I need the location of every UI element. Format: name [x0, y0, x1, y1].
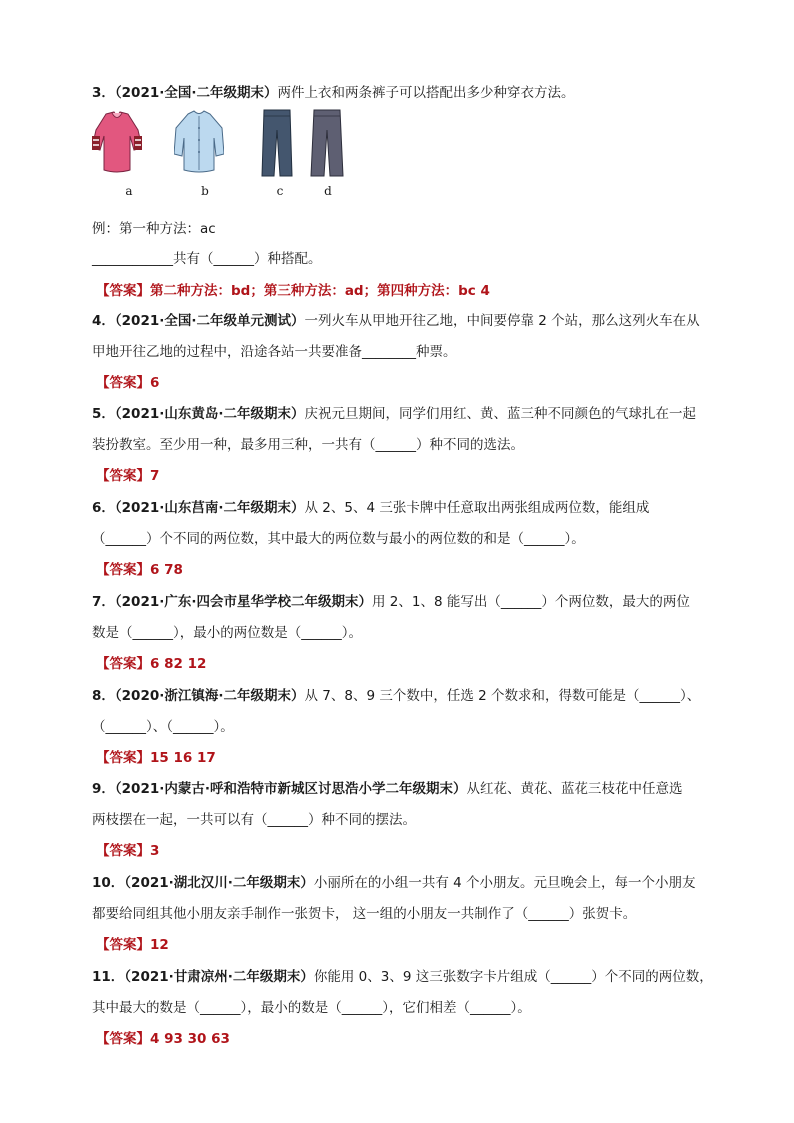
answer-tag: 【答案】 — [96, 562, 150, 578]
answer-tag: 【答案】 — [96, 468, 150, 484]
q3-blank-line: ____________共有（______）种搭配。 — [92, 251, 322, 267]
answer-tag: 【答案】 — [96, 843, 150, 859]
q9-line2: 两枝摆在一起，一共可以有（______）种不同的摆法。 — [92, 812, 416, 828]
answer-tag: 【答案】 — [96, 375, 150, 391]
q11-number: 11． — [92, 969, 125, 985]
answer-tag: 【答案】 — [96, 283, 150, 299]
q8-answer — [96, 749, 216, 767]
q6-line2: （______）个不同的两位数，其中最大的两位数与最小的两位数的和是（______）。 — [92, 531, 585, 547]
q7-line2: 数是（______），最小的两位数是（______）。 — [92, 625, 362, 641]
answer-tag: 【答案】 — [96, 1031, 150, 1047]
q4-source: （2021·全国·二年级单元测试） — [114, 313, 305, 329]
q5-line2: 装扮教室。至少用一种，最多用三种，一共有（______）种不同的选法。 — [92, 437, 524, 453]
dark-jeans-icon — [252, 108, 302, 178]
q9-source: （2021·内蒙古·呼和浩特市新城区讨思浩小学二年级期末） — [114, 781, 467, 797]
q3-source: （2021·全国·二年级期末） — [114, 85, 278, 101]
answer-value: 3 — [150, 843, 160, 859]
q6-text1: 从 2、5、4 三张卡牌中任意取出两张组成两位数，能组成 — [304, 500, 650, 516]
q10-answer — [96, 936, 169, 954]
q11-line2: 其中最大的数是（______），最小的数是（______），它们相差（______）。 — [92, 1000, 531, 1016]
q4-number: 4． — [92, 313, 115, 329]
q5-line1 — [92, 405, 696, 423]
q4-line2: 甲地开往乙地的过程中，沿途各站一共要准备________种票。 — [92, 344, 457, 360]
gray-trousers-icon — [302, 108, 352, 178]
q7-answer — [96, 655, 206, 673]
answer-value: 6 82 12 — [150, 656, 207, 672]
clothes-figure — [92, 108, 352, 203]
answer-value: 12 — [150, 937, 169, 953]
q3-text: 两件上衣和两条裤子可以搭配出多少种穿衣方法。 — [277, 85, 575, 101]
answer-value: 6 — [150, 375, 160, 391]
label-d: d — [324, 184, 332, 198]
q10-source: （2021·湖北汉川·二年级期末） — [124, 875, 314, 891]
q11-text1: 你能用 0、3、9 这三张数字卡片组成（______）个不同的两位数， — [313, 969, 713, 985]
q9-line1 — [92, 780, 683, 798]
q3-example: 例：第一种方法：ac — [92, 221, 216, 237]
q3-number: 3． — [92, 85, 115, 101]
q4-answer — [96, 374, 159, 392]
q9-number: 9． — [92, 781, 115, 797]
q4-line1 — [92, 312, 700, 330]
pink-sweater-icon — [92, 108, 142, 178]
label-a: a — [125, 184, 133, 198]
q8-line2: （______）、（______）。 — [92, 719, 234, 735]
q7-line1 — [92, 593, 690, 611]
label-c: c — [276, 184, 284, 198]
answer-tag: 【答案】 — [96, 750, 150, 766]
q6-number: 6． — [92, 500, 115, 516]
q9-text1: 从红花、黄花、蓝花三枝花中任意选 — [466, 781, 683, 797]
q9-answer — [96, 842, 159, 860]
q5-number: 5． — [92, 406, 115, 422]
q7-text1: 用 2、1、8 能写出（______）个两位数，最大的两位 — [372, 594, 690, 610]
q10-line2: 都要给同组其他小朋友亲手制作一张贺卡， 这一组的小朋友一共制作了（______）张贺卡。 — [92, 906, 637, 922]
q11-answer — [96, 1030, 230, 1048]
q3-answer — [96, 282, 490, 300]
q4-text1: 一列火车从甲地开往乙地，中间要停靠 2 个站，那么这列火车在从 — [304, 313, 700, 329]
q5-answer — [96, 467, 159, 485]
q8-source: （2020·浙江镇海·二年级期末） — [114, 688, 305, 704]
q7-number: 7． — [92, 594, 115, 610]
q11-line1 — [92, 968, 713, 986]
q6-line1 — [92, 499, 649, 517]
q6-source: （2021·山东莒南·二年级期末） — [114, 500, 305, 516]
blue-shirt-icon — [174, 108, 224, 178]
label-b: b — [201, 184, 209, 198]
q5-source: （2021·山东黄岛·二年级期末） — [114, 406, 305, 422]
answer-tag: 【答案】 — [96, 656, 150, 672]
q5-text1: 庆祝元旦期间，同学们用红、黄、蓝三种不同颜色的气球扎在一起 — [304, 406, 696, 422]
q8-line1 — [92, 687, 700, 705]
q10-text1: 小丽所在的小组一共有 4 个小朋友。元旦晚会上，每一个小朋友 — [313, 875, 696, 891]
q7-source: （2021·广东·四会市星华学校二年级期末） — [114, 594, 372, 610]
q8-text1: 从 7、8、9 三个数中，任选 2 个数求和，得数可能是（______）、 — [304, 688, 701, 704]
answer-value: 15 16 17 — [150, 750, 216, 766]
q6-answer — [96, 561, 183, 579]
q10-line1 — [92, 874, 696, 892]
answer-value: 7 — [150, 468, 160, 484]
answer-value: 第二种方法：bd；第三种方法：ad；第四种方法：bc 4 — [150, 283, 490, 299]
answer-tag: 【答案】 — [96, 937, 150, 953]
answer-value: 4 93 30 63 — [150, 1031, 230, 1047]
q10-number: 10． — [92, 875, 125, 891]
q11-source: （2021·甘肃凉州·二年级期末） — [124, 969, 314, 985]
answer-value: 6 78 — [150, 562, 183, 578]
q3-line — [92, 84, 575, 102]
q8-number: 8． — [92, 688, 115, 704]
